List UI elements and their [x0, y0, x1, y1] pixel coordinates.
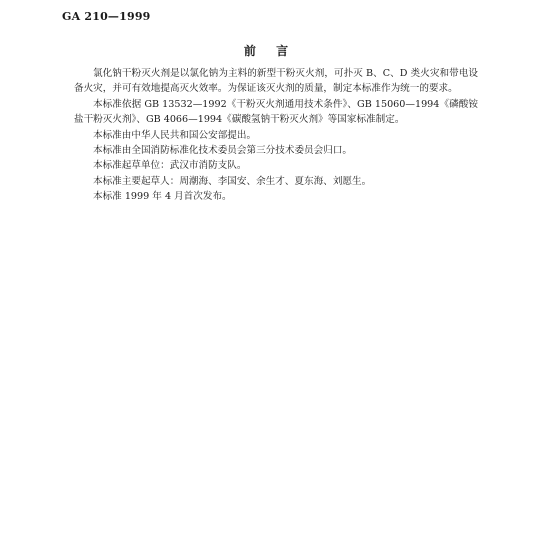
- paragraph-intro: 氯化钠干粉灭火剂是以氯化钠为主料的新型干粉灭火剂，可扑灭 B、C、D 类火灾和带电设备火灾，并可有效地提高灭火效率。为保证该灭火剂的质量，制定本标准作为统一的要求。: [74, 68, 478, 95]
- paragraph-drafters: 本标准主要起草人：周潮海、李国安、余生才、夏东海、刘愿生。: [93, 175, 372, 187]
- paragraph-jurisdiction: 本标准由全国消防标准化技术委员会第三分技术委员会归口。: [93, 145, 353, 157]
- document-code: GA 210—1999: [62, 10, 151, 23]
- paragraph-basis: 本标准依据 GB 13532—1992《干粉灭火剂通用技术条件》、GB 15060—1994《磷酸铵盐干粉灭火剂》、GB 4066—1994《碳酸氢钠干粉灭火剂》等国家标准制定。: [74, 98, 478, 126]
- paragraph-drafting-unit: 本标准起草单位：武汉市消防支队。: [93, 160, 247, 172]
- foreword-body: [74, 66, 478, 205]
- paragraph-release: 本标准 1999 年 4 月首次发布。: [93, 191, 232, 203]
- page-title: 前 言: [243, 44, 297, 58]
- paragraph-proposer: 本标准由中华人民共和国公安部提出。: [93, 129, 257, 141]
